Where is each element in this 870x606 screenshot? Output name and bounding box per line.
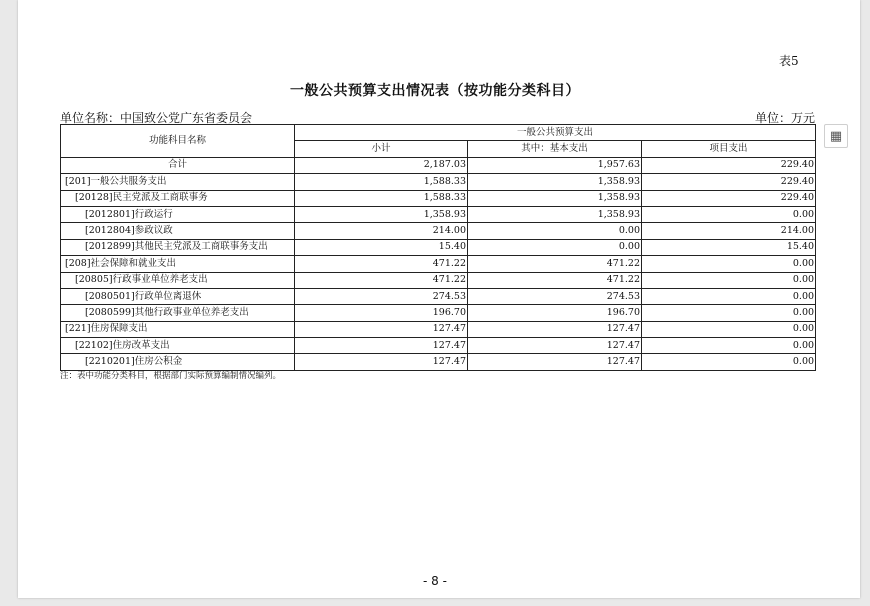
row-basic: 1,358.93	[468, 190, 642, 206]
row-subtotal: 127.47	[295, 321, 468, 337]
row-basic: 0.00	[468, 239, 642, 255]
row-name: [221]住房保障支出	[61, 321, 295, 337]
row-basic: 127.47	[468, 321, 642, 337]
row-project: 229.40	[642, 174, 816, 190]
row-basic: 1,957.63	[468, 157, 642, 173]
row-subtotal: 1,588.33	[295, 174, 468, 190]
header-basic: 其中：基本支出	[468, 141, 642, 157]
row-basic: 471.22	[468, 256, 642, 272]
row-subtotal: 127.47	[295, 338, 468, 354]
row-subtotal: 274.53	[295, 288, 468, 304]
row-subtotal: 471.22	[295, 272, 468, 288]
table-row	[61, 256, 816, 272]
table-row	[61, 338, 816, 354]
row-subtotal: 2,187.03	[295, 157, 468, 173]
row-basic: 196.70	[468, 305, 642, 321]
row-name: [2012804]参政议政	[61, 223, 295, 239]
document-title: 一般公共预算支出情况表（按功能分类科目）	[290, 83, 580, 99]
row-subtotal: 127.47	[295, 354, 468, 370]
page-number: - 8 -	[423, 574, 447, 588]
row-project: 0.00	[642, 288, 816, 304]
row-basic: 127.47	[468, 338, 642, 354]
row-name: [201]一般公共服务支出	[61, 174, 295, 190]
table-row	[61, 223, 816, 239]
row-project: 214.00	[642, 223, 816, 239]
row-subtotal: 15.40	[295, 239, 468, 255]
table-row	[61, 321, 816, 337]
row-name: [208]社会保障和就业支出	[61, 256, 295, 272]
table-number: 表5	[779, 54, 799, 68]
row-name: [20128]民主党派及工商联事务	[61, 190, 295, 206]
unit-name-label: 单位名称：中国致公党广东省委员会	[60, 111, 253, 125]
table-row	[61, 190, 816, 206]
table-footnote: 注：表中功能分类科目，根据部门实际预算编制情况编列。	[60, 371, 282, 381]
header-budget-group: 一般公共预算支出	[295, 125, 816, 141]
table-row	[61, 354, 816, 370]
row-name: [22102]住房改革支出	[61, 338, 295, 354]
table-row	[61, 239, 816, 255]
row-subtotal: 1,588.33	[295, 190, 468, 206]
row-basic: 274.53	[468, 288, 642, 304]
budget-table	[60, 124, 816, 371]
table-row	[61, 288, 816, 304]
row-basic: 127.47	[468, 354, 642, 370]
table-row	[61, 206, 816, 222]
header-subtotal: 小计	[295, 141, 468, 157]
table-header-row	[61, 125, 816, 141]
row-project: 229.40	[642, 157, 816, 173]
row-name: [2080599]其他行政事业单位养老支出	[61, 305, 295, 321]
row-name: [2012801]行政运行	[61, 206, 295, 222]
row-basic: 1,358.93	[468, 206, 642, 222]
row-basic: 471.22	[468, 272, 642, 288]
table-row	[61, 272, 816, 288]
table-layout-icon: ▦	[829, 128, 843, 144]
row-project: 15.40	[642, 239, 816, 255]
row-project: 0.00	[642, 338, 816, 354]
row-project: 0.00	[642, 206, 816, 222]
row-project: 0.00	[642, 354, 816, 370]
table-row	[61, 157, 816, 173]
table-row	[61, 174, 816, 190]
table-layout-button[interactable]	[824, 124, 848, 148]
row-project: 229.40	[642, 190, 816, 206]
row-subtotal: 196.70	[295, 305, 468, 321]
row-name: 合计	[61, 157, 295, 173]
row-subtotal: 471.22	[295, 256, 468, 272]
row-name: [2012899]其他民主党派及工商联事务支出	[61, 239, 295, 255]
table-row	[61, 305, 816, 321]
currency-unit-label: 单位：万元	[754, 111, 815, 125]
row-subtotal: 214.00	[295, 223, 468, 239]
header-project: 项目支出	[642, 141, 816, 157]
row-project: 0.00	[642, 321, 816, 337]
row-project: 0.00	[642, 256, 816, 272]
row-name: [2080501]行政单位离退休	[61, 288, 295, 304]
row-name: [2210201]住房公积金	[61, 354, 295, 370]
header-function-name: 功能科目名称	[61, 125, 295, 158]
row-subtotal: 1,358.93	[295, 206, 468, 222]
row-basic: 0.00	[468, 223, 642, 239]
row-project: 0.00	[642, 305, 816, 321]
row-name: [20805]行政事业单位养老支出	[61, 272, 295, 288]
row-basic: 1,358.93	[468, 174, 642, 190]
row-project: 0.00	[642, 272, 816, 288]
